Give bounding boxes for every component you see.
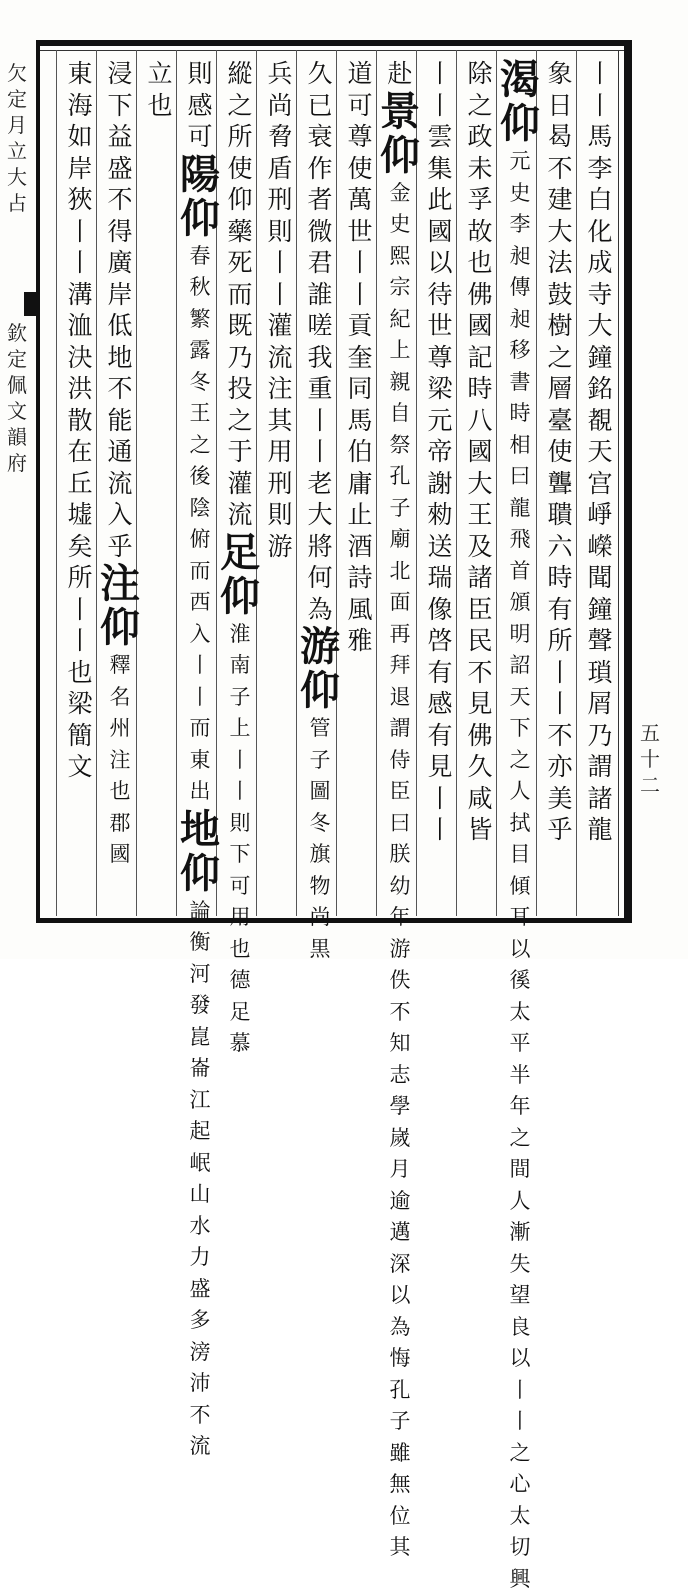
column-text: 立也 — [147, 59, 173, 120]
column-text: 春秋繁露冬王之後陰俯而西入丨丨而東出 — [189, 243, 211, 803]
column-text: 除之政未孚故也佛國記時八國大王及諸臣民不見佛久咸皆 — [467, 59, 493, 844]
entry-heading: 地仰 — [180, 805, 220, 897]
text-column-9 — [260, 58, 300, 562]
margin-top-fragment: 欠定月立大占 — [7, 61, 27, 215]
column-text: 久已衰作者微君誰嗟我重丨丨老大將何為 — [307, 59, 333, 624]
column-text: 管子圖冬旗物尚黒 — [309, 716, 331, 961]
frame-right-border — [624, 40, 632, 923]
text-column-3 — [500, 58, 540, 1595]
column-text: 浸下益盛不得廣岸低地不能通流入乎 — [107, 59, 133, 561]
column-text: 淮南子上丨丨則下可用也德足慕 — [229, 621, 251, 1055]
entry-heading: 注仰 — [100, 560, 140, 651]
text-column-2 — [540, 58, 580, 846]
text-column-13 — [100, 58, 140, 871]
entry-heading: 景仰 — [380, 87, 420, 179]
column-text: 象日曷不建大法鼓樹之層臺使聾聵六時有所丨丨不亦美乎 — [547, 59, 573, 844]
text-column-10 — [220, 58, 260, 1060]
page-number: 五十二 — [640, 721, 660, 797]
text-column-11 — [180, 58, 220, 1463]
text-column-12 — [140, 58, 180, 121]
text-column-14 — [60, 58, 100, 783]
fishtail-mark — [24, 292, 40, 316]
column-text: 丨丨雲集此國以待世尊梁元帝謝勑送瑞像啓有感有見丨丨 — [427, 59, 453, 844]
frame-top-border — [36, 40, 632, 46]
column-text: 釋名州注也郡國 — [109, 653, 131, 866]
column-text: 東海如岸狹丨丨溝洫決洪散在丘墟矣所丨丨也梁簡文 — [67, 59, 93, 781]
column-text: 兵尚脅盾刑則丨丨灌流注其用刑則游 — [267, 59, 293, 561]
frame-left-border — [36, 40, 40, 923]
column-text: 縱之所使仰藥死而既乃投之于灌流 — [227, 59, 253, 529]
text-column-8 — [300, 58, 340, 965]
text-column-6 — [380, 58, 420, 1564]
text-column-5 — [420, 58, 460, 846]
column-text: 論衡河發崑崙江起岷山水力盛多滂沛不流 — [189, 898, 211, 1458]
entry-heading: 陽仰 — [180, 150, 220, 242]
text-column-7 — [340, 58, 380, 657]
column-text: 赴 — [387, 59, 413, 88]
entry-heading: 足仰 — [220, 528, 260, 620]
text-column-1 — [580, 58, 620, 846]
column-rule — [56, 50, 57, 916]
entry-heading: 渴仰 — [500, 56, 540, 147]
column-text: 元史李昶傳昶移書時相曰龍飛首頒明詔天下之人拭目傾耳以徯太平半年之間人漸失望良以丨丨之心太切興 — [509, 149, 531, 1591]
column-text: 則感可 — [187, 59, 213, 151]
column-rule — [176, 50, 177, 916]
entry-heading: 游仰 — [300, 623, 340, 714]
column-text: 金史熙宗紀上親自祭孔子廟北面再拜退謂侍臣曰朕幼年游佚不知志學嵗月逾邁深以為悔孔子雖無位其 — [389, 180, 411, 1559]
column-text: 丨丨馬李白化成寺大鐘銘覩天宫崢嶸聞鐘聲瑣屑乃謂諸龍 — [587, 59, 613, 844]
book-title: 欽定佩文韻府 — [7, 321, 27, 475]
text-column-4 — [460, 58, 500, 846]
column-text: 道可尊使萬世丨丨貢奎同馬伯庸止酒詩風雅 — [347, 59, 373, 655]
